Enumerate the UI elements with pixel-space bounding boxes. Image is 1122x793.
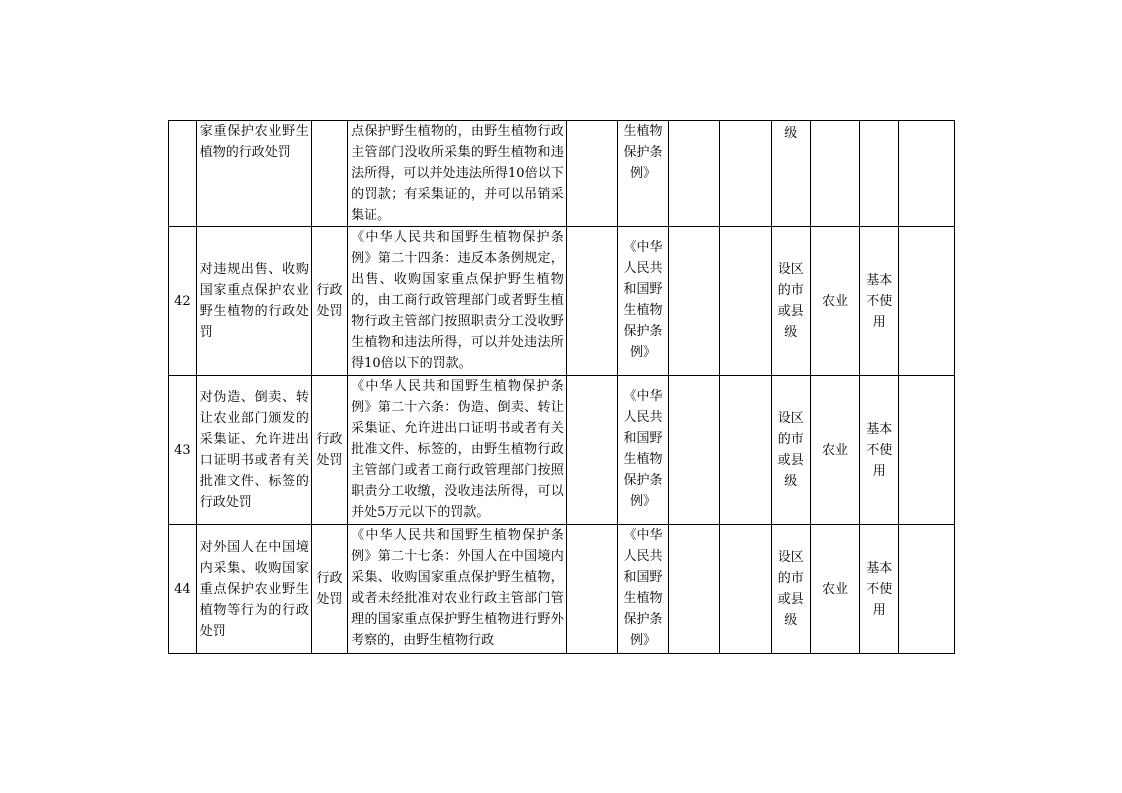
- table-row: [169, 121, 955, 227]
- law-name: 《中华 人民共 和国野 生植物 保护条 例》: [617, 376, 668, 525]
- document-page: [168, 120, 955, 654]
- item-name: 家重保护农业野生植物的行政处罚: [196, 121, 311, 227]
- empty-cell: [669, 376, 720, 525]
- empty-cell: [566, 376, 617, 525]
- penalty-table: [168, 120, 955, 654]
- table-row: [169, 376, 955, 525]
- row-number: 43: [169, 376, 197, 525]
- admin-level: 设区 的市 或县 级: [771, 525, 810, 654]
- law-name: 《中华 人民共 和国野 生植物 保护条 例》: [617, 525, 668, 654]
- empty-cell: [720, 227, 771, 376]
- admin-level: 设区 的市 或县 级: [771, 376, 810, 525]
- department: [810, 121, 859, 227]
- item-type: 行政 处罚: [311, 525, 347, 654]
- table-row: [169, 525, 955, 654]
- item-type: 行政 处罚: [311, 227, 347, 376]
- empty-cell: [720, 525, 771, 654]
- department: 农业: [810, 525, 859, 654]
- empty-cell: [720, 121, 771, 227]
- empty-cell: [669, 121, 720, 227]
- empty-cell: [566, 525, 617, 654]
- item-name: 对伪造、倒卖、转让农业部门颁发的采集证、允许进出口证明书或者有关批准文件、标签的行政处罚: [196, 376, 311, 525]
- admin-level: 级: [771, 121, 810, 227]
- empty-cell: [566, 227, 617, 376]
- legal-basis: 《中华人民共和国野生植物保护条例》第二十七条：外国人在中国境内采集、收购国家重点保护野生植物，或者未经批准对农业行政主管部门管理的国家重点保护野生植物进行野外考察的，由野生植物行政: [348, 525, 567, 654]
- law-name: 《中华 人民共 和国野 生植物 保护条 例》: [617, 227, 668, 376]
- row-number: 42: [169, 227, 197, 376]
- item-type: 行政 处罚: [311, 376, 347, 525]
- empty-cell: [669, 525, 720, 654]
- item-type: [311, 121, 347, 227]
- admin-level: 设区 的市 或县 级: [771, 227, 810, 376]
- empty-cell: [899, 525, 955, 654]
- usage-status: 基本 不使 用: [860, 227, 899, 376]
- empty-cell: [899, 121, 955, 227]
- row-number: [169, 121, 197, 227]
- department: 农业: [810, 376, 859, 525]
- item-name: 对外国人在中国境内采集、收购国家重点保护农业野生植物等行为的行政处罚: [196, 525, 311, 654]
- usage-status: [860, 121, 899, 227]
- row-number: 44: [169, 525, 197, 654]
- empty-cell: [566, 121, 617, 227]
- empty-cell: [899, 376, 955, 525]
- legal-basis: 《中华人民共和国野生植物保护条例》第二十四条：违反本条例规定，出售、收购国家重点保护野生植物的，由工商行政管理部门或者野生植物行政主管部门按照职责分工没收野生植物和违法所得，可以并处违法所得10倍以下的罚款。: [348, 227, 567, 376]
- table-row: [169, 227, 955, 376]
- law-name: 生植物 保护条 例》: [617, 121, 668, 227]
- item-name: 对违规出售、收购国家重点保护农业野生植物的行政处罚: [196, 227, 311, 376]
- legal-basis: 《中华人民共和国野生植物保护条例》第二十六条：伪造、倒卖、转让采集证、允许进出口证明书或者有关批准文件、标签的，由野生植物行政主管部门或者工商行政管理部门按照职责分工收缴，没收违法所得，可以并处5万元以下的罚款。: [348, 376, 567, 525]
- empty-cell: [720, 376, 771, 525]
- empty-cell: [899, 227, 955, 376]
- legal-basis: 点保护野生植物的，由野生植物行政主管部门没收所采集的野生植物和违法所得，可以并处违法所得10倍以下的罚款；有采集证的，并可以吊销采集证。: [348, 121, 567, 227]
- usage-status: 基本 不使 用: [860, 525, 899, 654]
- department: 农业: [810, 227, 859, 376]
- empty-cell: [669, 227, 720, 376]
- usage-status: 基本 不使 用: [860, 376, 899, 525]
